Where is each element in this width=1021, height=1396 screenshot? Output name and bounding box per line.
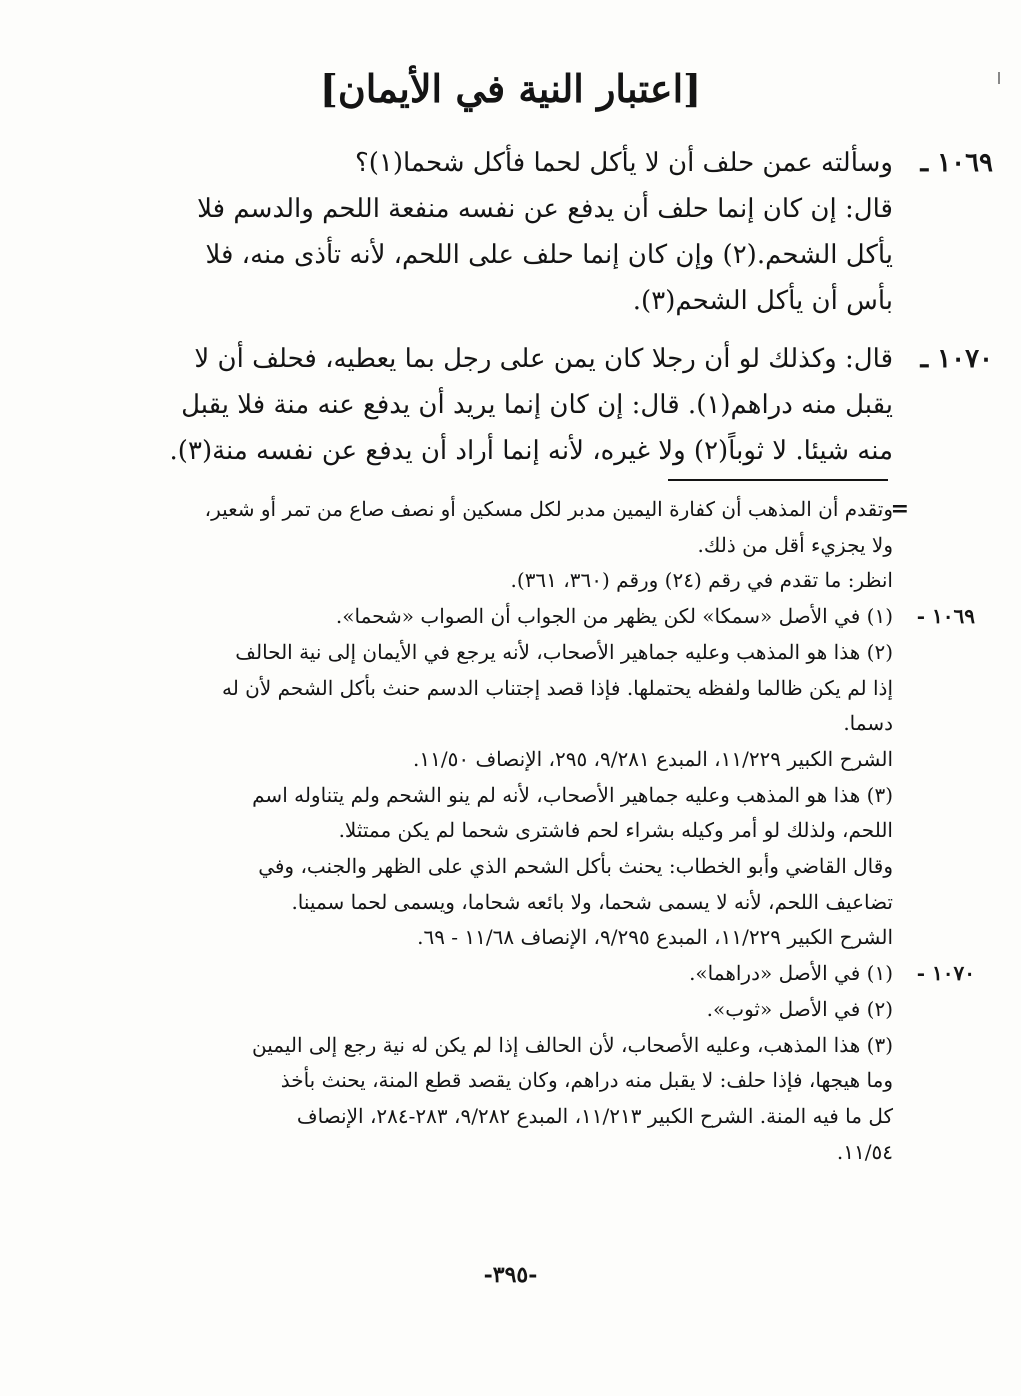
footnote-line xyxy=(183,849,893,885)
footnote-text: ١١/٥٤. xyxy=(836,1139,893,1164)
footnote-text: كل ما فيه المنة. الشرح الكبير ١١/٢١٣، المبدع ٩/٢٨٢، ٢٨٣-٢٨٤، الإنصاف xyxy=(296,1103,893,1128)
footnote-text: (١) في الأصل «دراهما». xyxy=(689,961,893,986)
entry-line: قال: وكذلك لو أن رجلا كان يمن على رجل بما يعطيه، فحلف أن لا xyxy=(194,344,893,374)
section-title: [اعتبار النية في الأيمان] xyxy=(319,66,702,111)
footnote-text: وما هيجها، فإذا حلف: لا يقبل منه دراهم، وكان يقصد قطع المنة، يحنث بأخذ xyxy=(280,1068,893,1093)
footnote-line xyxy=(183,1099,893,1135)
entry-1070 xyxy=(169,336,993,474)
footnote-line xyxy=(183,528,893,564)
footnote-entry-number: ١٠٦٩ - xyxy=(916,604,975,629)
footnote-text: دسما. xyxy=(843,711,893,736)
footnote-text: إذا لم يكن ظالما ولفظه يحتملها. فإذا قصد إجتناب الدسم حنث بأكل الشحم لأن له xyxy=(221,675,893,700)
footnote-separator xyxy=(668,479,888,481)
footnote-line xyxy=(183,563,893,599)
footnote-text: (٢) في الأصل «ثوب». xyxy=(706,996,893,1021)
entry-number: ١٠٧٠ ـ xyxy=(920,344,993,374)
footnote-text: (٣) هذا المذهب، وعليه الأصحاب، لأن الحالف إذا لم يكن له نية رجع إلى اليمين xyxy=(252,1032,893,1057)
footnote-line xyxy=(183,492,893,528)
footnote-text: انظر: ما تقدم في رقم (٢٤) ورقم (٣٦٠، ٣٦١). xyxy=(510,568,893,593)
footnote-text: (١) في الأصل «سمكا» لكن يظهر من الجواب أن الصواب «شحما». xyxy=(335,604,893,629)
footnote-line xyxy=(183,706,893,742)
footnote-line xyxy=(183,671,893,707)
entry-line: قال: إن كان إنما حلف أن يدفع عن نفسه منفعة اللحم والدسم فلا xyxy=(197,194,893,224)
footnote-text: ولا يجزيء أقل من ذلك. xyxy=(697,532,893,557)
footnote-line xyxy=(183,920,893,956)
footnote-text: اللحم، ولذلك لو أمر وكيله بشراء لحم فاشترى شحما لم يكن ممتثلا. xyxy=(338,818,893,843)
entry-number: ١٠٦٩ ـ xyxy=(920,148,993,178)
entry-line: وسألته عمن حلف أن لا يأكل لحما فأكل شحما(١)؟ xyxy=(354,148,893,178)
entry-line: يقبل منه دراهم(١). قال: إن كان إنما يريد أن يدفع عنه منة فلا يقبل xyxy=(181,390,893,420)
footnote-line xyxy=(183,742,893,778)
entry-line: يأكل الشحم.(٢) وإن كان إنما حلف على اللحم، لأنه تأذى منه، فلا xyxy=(205,240,893,270)
entry-line: بأس أن يأكل الشحم(٣). xyxy=(632,286,893,316)
footnote-line xyxy=(183,778,893,814)
footnote-line xyxy=(183,599,975,635)
footnote-line xyxy=(183,813,893,849)
footnote-text: الشرح الكبير ١١/٢٢٩، المبدع ٩/٢٩٥، الإنصاف ١١/٦٨ - ٦٩. xyxy=(417,925,893,950)
footnote-line xyxy=(183,1135,893,1171)
footnote-line xyxy=(183,992,893,1028)
footnote-text: وقال القاضي وأبو الخطاب: يحنث بأكل الشحم الذي على الظهر والجنب، وفي xyxy=(258,854,893,879)
continuation-mark: = xyxy=(890,496,909,522)
page-number: -٣٩٥- xyxy=(483,1262,538,1288)
footnote-entry-number: ١٠٧٠ - xyxy=(916,961,975,986)
entry-1069 xyxy=(183,140,993,324)
footnote-text: (٢) هذا هو المذهب وعليه جماهير الأصحاب، لأنه يرجع في الأيمان إلى نية الحالف xyxy=(235,639,893,664)
footnote-line xyxy=(183,635,893,671)
footnote-line xyxy=(183,1063,893,1099)
entry-line: منه شيئا. لا ثوباً(٢) ولا غيره، لأنه إنما أراد أن يدفع عن نفسه منة(٣). xyxy=(169,436,893,466)
footnote-text: (٣) هذا هو المذهب وعليه جماهير الأصحاب، لأنه لم ينو الشحم ولم يتناوله اسم xyxy=(252,782,893,807)
footnotes xyxy=(183,492,975,1170)
footnote-text: تضاعيف اللحم، لأنه لا يسمى شحما، ولا بائعه شحاما، ويسمى لحما سمينا. xyxy=(291,889,893,914)
footnote-text: الشرح الكبير ١١/٢٢٩، المبدع ٩/٢٨١، ٢٩٥، الإنصاف ١١/٥٠. xyxy=(413,746,893,771)
footnote-line xyxy=(183,885,893,921)
footnote-line xyxy=(183,956,975,992)
footnote-line xyxy=(183,1028,893,1064)
footnote-text: وتقدم أن المذهب أن كفارة اليمين مدبر لكل مسكين أو نصف صاع من تمر أو شعير، xyxy=(204,497,893,521)
